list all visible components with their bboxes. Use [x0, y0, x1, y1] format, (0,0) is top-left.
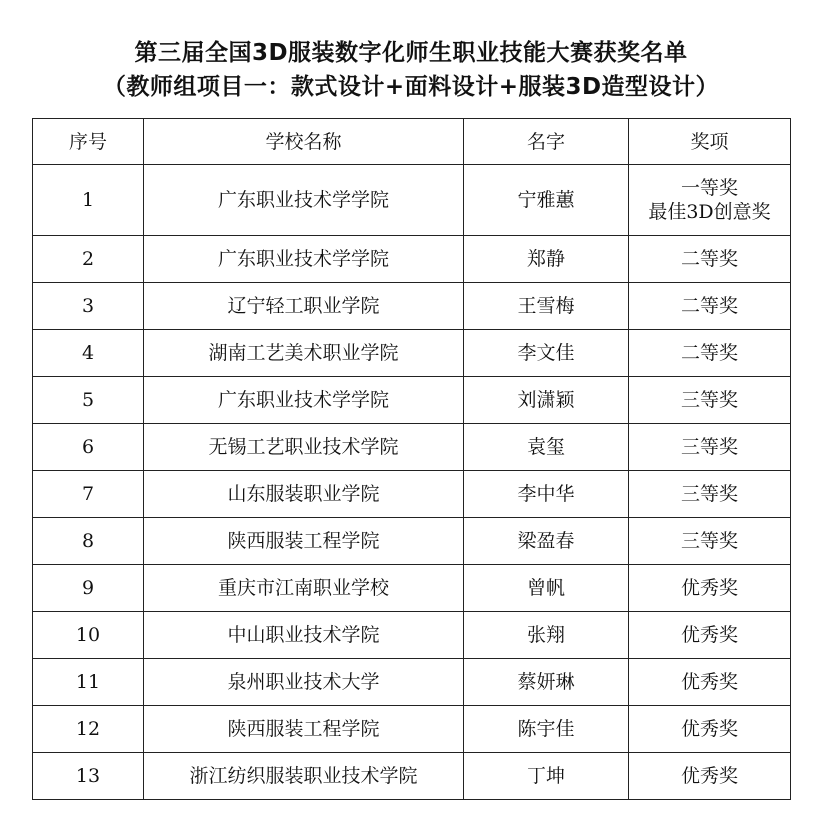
cell-number: 1: [33, 165, 144, 236]
award-label: 三等奖: [680, 530, 738, 552]
cell-award: [629, 377, 791, 424]
table-row: [33, 612, 791, 659]
table-body: [33, 165, 791, 800]
cell-school: 广东职业技术学学院: [144, 377, 464, 424]
title-line-1: 第三届全国3D服装数字化师生职业技能大赛获奖名单: [134, 40, 688, 66]
cell-award: [629, 659, 791, 706]
award-label: 最佳3D创意奖: [648, 201, 771, 223]
cell-school: 无锡工艺职业技术学院: [144, 424, 464, 471]
cell-award: [629, 330, 791, 377]
header-award: 奖项: [629, 119, 791, 165]
table-row: [33, 659, 791, 706]
table-row: [33, 283, 791, 330]
table-row: [33, 165, 791, 236]
cell-award: [629, 518, 791, 565]
cell-school: 辽宁轻工职业学院: [144, 283, 464, 330]
table-row: [33, 236, 791, 283]
title-line-2: （教师组项目一：款式设计+面料设计+服装3D造型设计）: [102, 74, 720, 100]
cell-school: 山东服装职业学院: [144, 471, 464, 518]
award-label: 三等奖: [680, 436, 738, 458]
cell-school: 泉州职业技术大学: [144, 659, 464, 706]
cell-number: 11: [33, 659, 144, 706]
award-label: 优秀奖: [680, 765, 738, 787]
cell-school: 重庆市江南职业学校: [144, 565, 464, 612]
table-row: [33, 565, 791, 612]
award-label: 优秀奖: [680, 718, 738, 740]
award-label: 一等奖: [680, 177, 738, 199]
cell-award: [629, 706, 791, 753]
table-row: [33, 518, 791, 565]
cell-name: 袁玺: [464, 424, 629, 471]
cell-name: 李文佳: [464, 330, 629, 377]
cell-number: 12: [33, 706, 144, 753]
cell-number: 3: [33, 283, 144, 330]
table-row: [33, 706, 791, 753]
cell-number: 8: [33, 518, 144, 565]
awards-table: [32, 118, 791, 800]
cell-award: [629, 236, 791, 283]
award-label: 优秀奖: [680, 577, 738, 599]
header-school: 学校名称: [144, 119, 464, 165]
cell-number: 2: [33, 236, 144, 283]
award-label: 三等奖: [680, 483, 738, 505]
cell-number: 13: [33, 753, 144, 800]
award-label: 三等奖: [680, 389, 738, 411]
cell-number: 4: [33, 330, 144, 377]
cell-name: 李中华: [464, 471, 629, 518]
cell-name: 张翔: [464, 612, 629, 659]
award-label: 二等奖: [680, 342, 738, 364]
cell-name: 宁雅蕙: [464, 165, 629, 236]
cell-school: 浙江纺织服装职业技术学院: [144, 753, 464, 800]
table-row: [33, 753, 791, 800]
cell-school: 广东职业技术学学院: [144, 236, 464, 283]
cell-award: [629, 471, 791, 518]
cell-school: 广东职业技术学学院: [144, 165, 464, 236]
cell-name: 梁盈春: [464, 518, 629, 565]
cell-number: 10: [33, 612, 144, 659]
cell-award: [629, 283, 791, 330]
cell-number: 5: [33, 377, 144, 424]
table-row: [33, 424, 791, 471]
cell-name: 王雪梅: [464, 283, 629, 330]
cell-name: 陈宇佳: [464, 706, 629, 753]
cell-award: [629, 565, 791, 612]
cell-number: 7: [33, 471, 144, 518]
document-title: [0, 36, 822, 104]
cell-number: 9: [33, 565, 144, 612]
header-name: 名字: [464, 119, 629, 165]
cell-school: 湖南工艺美术职业学院: [144, 330, 464, 377]
award-label: 优秀奖: [680, 671, 738, 693]
cell-name: 丁坤: [464, 753, 629, 800]
cell-award: [629, 424, 791, 471]
cell-school: 陕西服装工程学院: [144, 518, 464, 565]
cell-name: 郑静: [464, 236, 629, 283]
cell-name: 曾帆: [464, 565, 629, 612]
cell-award: [629, 612, 791, 659]
table-row: [33, 377, 791, 424]
header-number: 序号: [33, 119, 144, 165]
cell-name: 刘潇颖: [464, 377, 629, 424]
cell-award: [629, 165, 791, 236]
table-row: [33, 330, 791, 377]
cell-number: 6: [33, 424, 144, 471]
table-header-row: [33, 119, 791, 165]
award-label: 二等奖: [680, 295, 738, 317]
cell-award: [629, 753, 791, 800]
cell-school: 陕西服装工程学院: [144, 706, 464, 753]
table-row: [33, 471, 791, 518]
cell-school: 中山职业技术学院: [144, 612, 464, 659]
award-label: 二等奖: [680, 248, 738, 270]
cell-name: 蔡妍琳: [464, 659, 629, 706]
award-label: 优秀奖: [680, 624, 738, 646]
